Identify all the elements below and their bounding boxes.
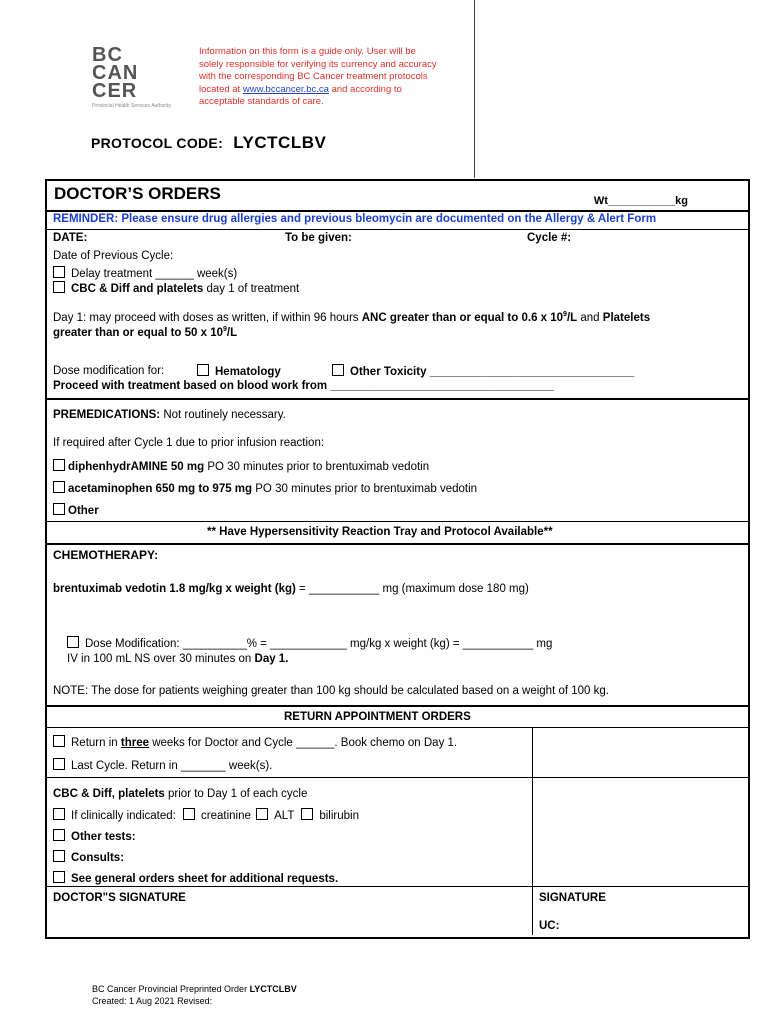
iv-day: Day 1.	[254, 653, 289, 665]
chemotherapy-title: CHEMOTHERAPY:	[53, 548, 159, 562]
bc-cancer-logo	[92, 46, 192, 109]
proceed-bloodwork[interactable]: Proceed with treatment based on blood work from ___________________________________	[53, 380, 555, 392]
brentuximab-dose	[53, 582, 529, 596]
premeds-if-required: If required after Cycle 1 due to prior infusion reaction:	[53, 437, 325, 449]
rule	[47, 543, 748, 545]
if-clin-label: If clinically indicated:	[71, 810, 176, 822]
cbc-checkbox[interactable]	[53, 281, 65, 293]
alt-label: ALT	[274, 810, 295, 822]
premed-other-label: Other	[68, 505, 99, 517]
logo-line-3: CER	[92, 80, 138, 102]
rule	[47, 398, 748, 400]
disclaimer-tail: and according to acceptable standards of care.	[199, 83, 402, 107]
cbc-prior-tail: prior to Day 1 of each cycle	[168, 788, 308, 800]
premed-other-option[interactable]	[53, 503, 99, 518]
weight-field[interactable]: Wt___________kg	[593, 195, 688, 207]
rule	[47, 521, 748, 522]
creatinine-checkbox[interactable]	[183, 808, 195, 820]
footer-code: LYCTCLBV	[249, 984, 297, 994]
last-cycle-option[interactable]	[53, 758, 272, 773]
hematology-checkbox[interactable]	[197, 364, 209, 376]
diphenhydramine-instructions: PO 30 minutes prior to brentuximab vedotin	[207, 461, 430, 473]
cbc-option[interactable]	[53, 281, 299, 296]
footer-line-1	[92, 983, 297, 995]
return-checkbox[interactable]	[53, 735, 65, 747]
bilirubin-checkbox[interactable]	[301, 808, 313, 820]
premed-other-checkbox[interactable]	[53, 503, 65, 515]
footer	[92, 983, 297, 1007]
to-be-given-label: To be given:	[285, 232, 352, 244]
return-option[interactable]	[53, 735, 457, 750]
consults-label: Consults:	[71, 852, 125, 864]
dose-modification-checkbox[interactable]	[67, 636, 79, 648]
delay-checkbox[interactable]	[53, 266, 65, 278]
protocol-code: LYCTCLBV	[233, 133, 327, 152]
disclaimer-text: Information on this form is a guide only. User will be solely responsible for verifying its currency and accuracy with the corresponding BC Cancer treatment protocols located at	[199, 46, 437, 95]
protocol-heading	[91, 133, 326, 153]
last-cycle-label: Last Cycle. Return in _______ week(s).	[71, 760, 273, 772]
top-divider-line	[474, 0, 475, 178]
other-toxicity-option[interactable]	[332, 364, 634, 379]
column-divider	[532, 727, 533, 935]
hypersensitivity-note: ** Have Hypersensitivity Reaction Tray and Protocol Available**	[207, 526, 553, 538]
if-clinically-indicated	[53, 808, 359, 823]
premeds-title: PREMEDICATIONS:	[53, 409, 161, 421]
unit: /L	[566, 312, 578, 324]
logo-line-2: CAN	[92, 62, 139, 84]
acetaminophen-instructions: PO 30 minutes prior to brentuximab vedotin	[255, 483, 478, 495]
brentuximab-dose-calc[interactable]: = ___________ mg (maximum dose 180 mg)	[299, 583, 529, 595]
bilirubin-label: bilirubin	[319, 810, 359, 822]
conjunction: and	[580, 312, 600, 324]
exponent: 9	[563, 311, 567, 319]
allergy-reminder: REMINDER: Please ensure drug allergies and previous bleomycin are documented on the Allergy & Alert Form	[53, 213, 657, 225]
cycle-label: Cycle #:	[527, 232, 572, 244]
delay-label: Delay treatment ______ week(s)	[71, 268, 238, 280]
footer-order-name: BC Cancer Provincial Preprinted Order	[92, 984, 248, 994]
see-general-label: See general orders sheet for additional requests.	[71, 873, 339, 885]
last-cycle-checkbox[interactable]	[53, 758, 65, 770]
delay-treatment-option[interactable]	[53, 266, 237, 281]
footer-line-2: Created: 1 Aug 2021 Revised:	[92, 996, 213, 1006]
premeds-note: Not routinely necessary.	[163, 409, 286, 421]
return-three: three	[120, 737, 149, 749]
bccancer-link[interactable]: www.bccancer.bc.ca	[242, 83, 329, 95]
dose-modification-for	[53, 364, 164, 378]
diphenhydramine-option[interactable]	[53, 459, 429, 474]
dose-mod-label: Dose modification for:	[53, 365, 165, 377]
rule	[47, 727, 748, 728]
day1-text: Day 1: may proceed with doses as written, if within 96 hours	[53, 312, 359, 324]
anc-threshold: ANC greater than or equal to 0.6 x 10	[361, 312, 564, 324]
acetaminophen-option[interactable]	[53, 481, 477, 496]
exponent: 9	[223, 326, 227, 334]
hematology-option[interactable]	[197, 364, 281, 379]
doctors-orders-form	[45, 179, 750, 939]
acetaminophen-checkbox[interactable]	[53, 481, 65, 493]
platelets-word: Platelets	[602, 312, 651, 324]
previous-cycle-label: Date of Previous Cycle:	[53, 250, 174, 262]
diphenhydramine-label: diphenhydrAMINE 50 mg	[68, 461, 205, 473]
logo-line-1: BC	[92, 44, 123, 66]
iv-text: IV in 100 mL NS over 30 minutes on	[67, 653, 252, 665]
creatinine-label: creatinine	[201, 810, 251, 822]
if-clin-checkbox[interactable]	[53, 808, 65, 820]
acetaminophen-label: acetaminophen 650 mg to 975 mg	[68, 483, 253, 495]
rule	[47, 229, 748, 230]
see-general-checkbox[interactable]	[53, 871, 65, 883]
orders-title: DOCTOR’S ORDERS	[54, 184, 221, 203]
dose-modification-label: Dose Modification: __________% = ____________ mg/kg x weight (kg) = ___________ mg	[85, 638, 553, 650]
diphenhydramine-checkbox[interactable]	[53, 459, 65, 471]
return-text: Return in	[71, 737, 118, 749]
other-toxicity-label: Other Toxicity ________________________________	[350, 366, 635, 378]
uc-label[interactable]: UC:	[539, 920, 560, 932]
consults-checkbox[interactable]	[53, 850, 65, 862]
other-tests-option[interactable]	[53, 829, 136, 844]
see-general-orders-option[interactable]	[53, 871, 338, 886]
brentuximab-dose-bold: brentuximab vedotin 1.8 mg/kg x weight (kg)	[53, 583, 296, 595]
other-toxicity-checkbox[interactable]	[332, 364, 344, 376]
rule	[47, 777, 748, 778]
alt-checkbox[interactable]	[256, 808, 268, 820]
logo-subtitle: Provincial Health Services Authority	[92, 103, 171, 109]
other-tests-checkbox[interactable]	[53, 829, 65, 841]
rule	[47, 705, 748, 707]
cbc-prior	[53, 787, 307, 801]
cbc-prior-bold: CBC & Diff, platelets	[53, 788, 165, 800]
protocol-label: PROTOCOL CODE:	[91, 135, 224, 151]
dose-modification-option[interactable]	[67, 636, 552, 651]
disclaimer	[199, 46, 439, 109]
platelets-threshold	[53, 326, 237, 340]
consults-option[interactable]	[53, 850, 124, 865]
return-tail: weeks for Doctor and Cycle ______. Book chemo on Day 1.	[152, 737, 458, 749]
cbc-tail: day 1 of treatment	[206, 283, 300, 295]
platelets-text: greater than or equal to 50 x 10	[53, 327, 224, 339]
iv-administration	[67, 652, 288, 666]
day1-condition	[53, 311, 650, 325]
rule	[47, 886, 748, 887]
weight-cap-note: NOTE: The dose for patients weighing greater than 100 kg should be calculated based on a weight of 100 kg.	[53, 685, 609, 697]
cbc-label: CBC & Diff and platelets	[71, 283, 204, 295]
other-tests-label: Other tests:	[71, 831, 136, 843]
unit: /L	[226, 327, 238, 339]
signature-label[interactable]: SIGNATURE	[539, 892, 606, 904]
return-appointment-title: RETURN APPOINTMENT ORDERS	[284, 711, 471, 723]
hematology-label: Hematology	[215, 366, 281, 378]
doctor-signature-label[interactable]: DOCTOR"S SIGNATURE	[53, 892, 186, 904]
date-label: DATE:	[53, 232, 88, 244]
premeds-heading	[53, 408, 286, 422]
